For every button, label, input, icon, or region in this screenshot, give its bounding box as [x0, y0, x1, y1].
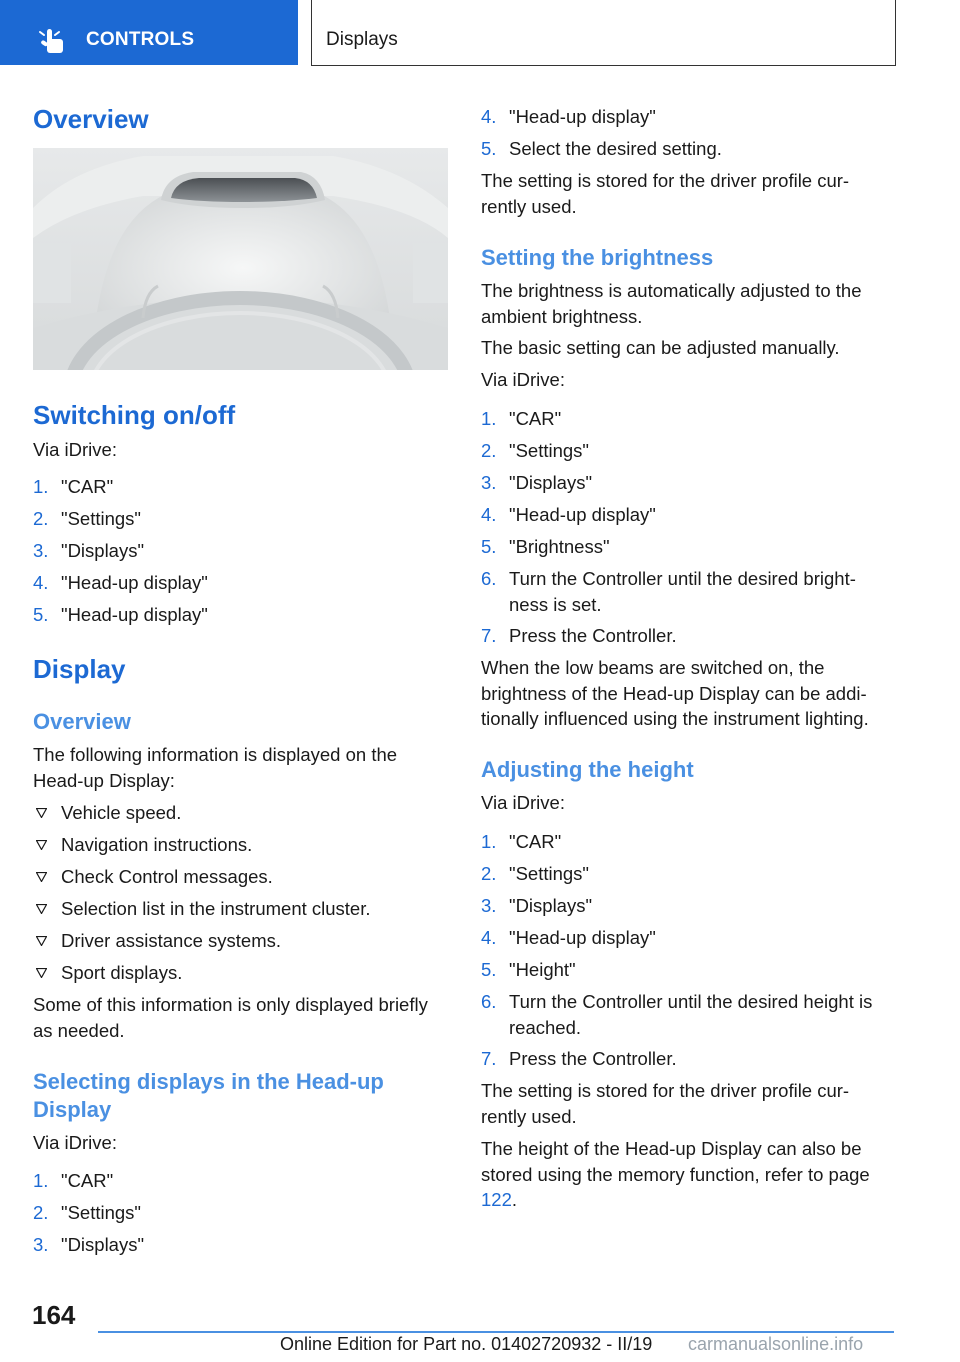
list-item: 2. "Settings" — [481, 863, 589, 884]
list-item: 6. Turn the Controller until the desired height is reached. — [481, 991, 873, 1038]
list-item: 4. "Head-up display" — [481, 504, 656, 525]
selecting-heading: Selecting displays in the Head-up Display — [33, 1069, 384, 1122]
height-heading: Adjusting the height — [481, 757, 694, 782]
switching-heading: Switching on/off — [33, 400, 236, 430]
brightness-text-1: The brightness is automatically adjusted to the ambient brightness. — [481, 280, 862, 327]
selecting-intro: Via iDrive: — [33, 1132, 117, 1153]
list-item: Navigation instructions. — [33, 832, 448, 858]
triangle-bullet-icon — [36, 968, 47, 978]
list-item: 2. "Settings" — [33, 508, 141, 529]
watermark: carmanualsonline.info — [688, 1334, 864, 1354]
list-item: 4. "Head-up display" — [33, 572, 208, 593]
list-item: 6. Turn the Controller until the desired bright-ness is set. — [481, 568, 856, 615]
header-frame — [311, 0, 896, 66]
list-item: Vehicle speed. — [33, 800, 448, 826]
list-item: 3. "Displays" — [481, 472, 593, 493]
switching-intro: Via iDrive: — [33, 439, 117, 460]
height-intro: Via iDrive: — [481, 792, 565, 813]
list-item: Driver assistance systems. — [33, 928, 448, 954]
list-item: 2. "Settings" — [481, 440, 589, 461]
triangle-bullet-icon — [36, 872, 47, 882]
triangle-bullet-icon — [36, 904, 47, 914]
list-item: Check Control messages. — [33, 864, 448, 890]
page-link[interactable]: 122 — [481, 1189, 512, 1210]
list-item: 3. "Displays" — [33, 1234, 145, 1255]
triangle-bullet-icon — [36, 808, 47, 818]
list-item: 3. "Displays" — [481, 895, 593, 916]
display-heading: Display — [33, 654, 126, 684]
brightness-note: When the low beams are switched on, the brightness of the Head-up Display can be addi-tionally influenced using the instrument lighting. — [481, 657, 869, 729]
list-item: 5. "Height" — [481, 959, 576, 980]
triangle-bullet-icon — [36, 840, 47, 850]
list-item: 5. "Head-up display" — [33, 604, 208, 625]
chapter-title: Displays — [326, 29, 398, 50]
list-item: 4. "Head-up display" — [481, 106, 656, 127]
edition-note: Online Edition for Part no. 01402720932 - II/19 — [280, 1334, 653, 1354]
list-item: 1. "CAR" — [481, 408, 562, 429]
triangle-bullet-icon — [36, 936, 47, 946]
page-number: 164 — [32, 1300, 76, 1330]
display-overview-heading: Overview — [33, 709, 131, 734]
brightness-heading: Setting the brightness — [481, 245, 714, 270]
section-tab — [0, 0, 298, 65]
list-item: Selection list in the instrument cluster. — [33, 896, 448, 922]
list-item: 1. "CAR" — [33, 1170, 114, 1191]
display-overview-text: The following information is displayed on the Head-up Display: — [33, 744, 398, 791]
list-item: 3. "Displays" — [33, 540, 145, 561]
display-note: Some of this information is only displayed briefly as needed. — [33, 994, 428, 1041]
list-item: 1. "CAR" — [481, 831, 562, 852]
hand-pointer-icon — [38, 27, 68, 55]
height-note-1: The setting is stored for the driver profile cur-rently used. — [481, 1080, 850, 1127]
list-item: 5. "Brightness" — [481, 536, 610, 557]
brightness-intro: Via iDrive: — [481, 369, 565, 390]
section-tab-label: CONTROLS — [86, 29, 195, 50]
brightness-text-2: The basic setting can be adjusted manually. — [481, 337, 840, 358]
height-note-2: The height of the Head-up Display can also be stored using the memory function, refer to page 122. — [481, 1138, 870, 1210]
list-item: 5. Select the desired setting. — [481, 138, 722, 159]
list-item: 2. "Settings" — [33, 1202, 141, 1223]
footer-rule — [98, 1331, 894, 1333]
head-up-display-photo — [33, 148, 448, 370]
list-item: Sport displays. — [33, 960, 448, 986]
list-item: 1. "CAR" — [33, 476, 114, 497]
overview-heading: Overview — [33, 104, 149, 134]
list-item: 7. Press the Controller. — [481, 625, 677, 646]
selecting-note: The setting is stored for the driver profile cur-rently used. — [481, 170, 850, 217]
list-item: 4. "Head-up display" — [481, 927, 656, 948]
list-item: 7. Press the Controller. — [481, 1048, 677, 1069]
